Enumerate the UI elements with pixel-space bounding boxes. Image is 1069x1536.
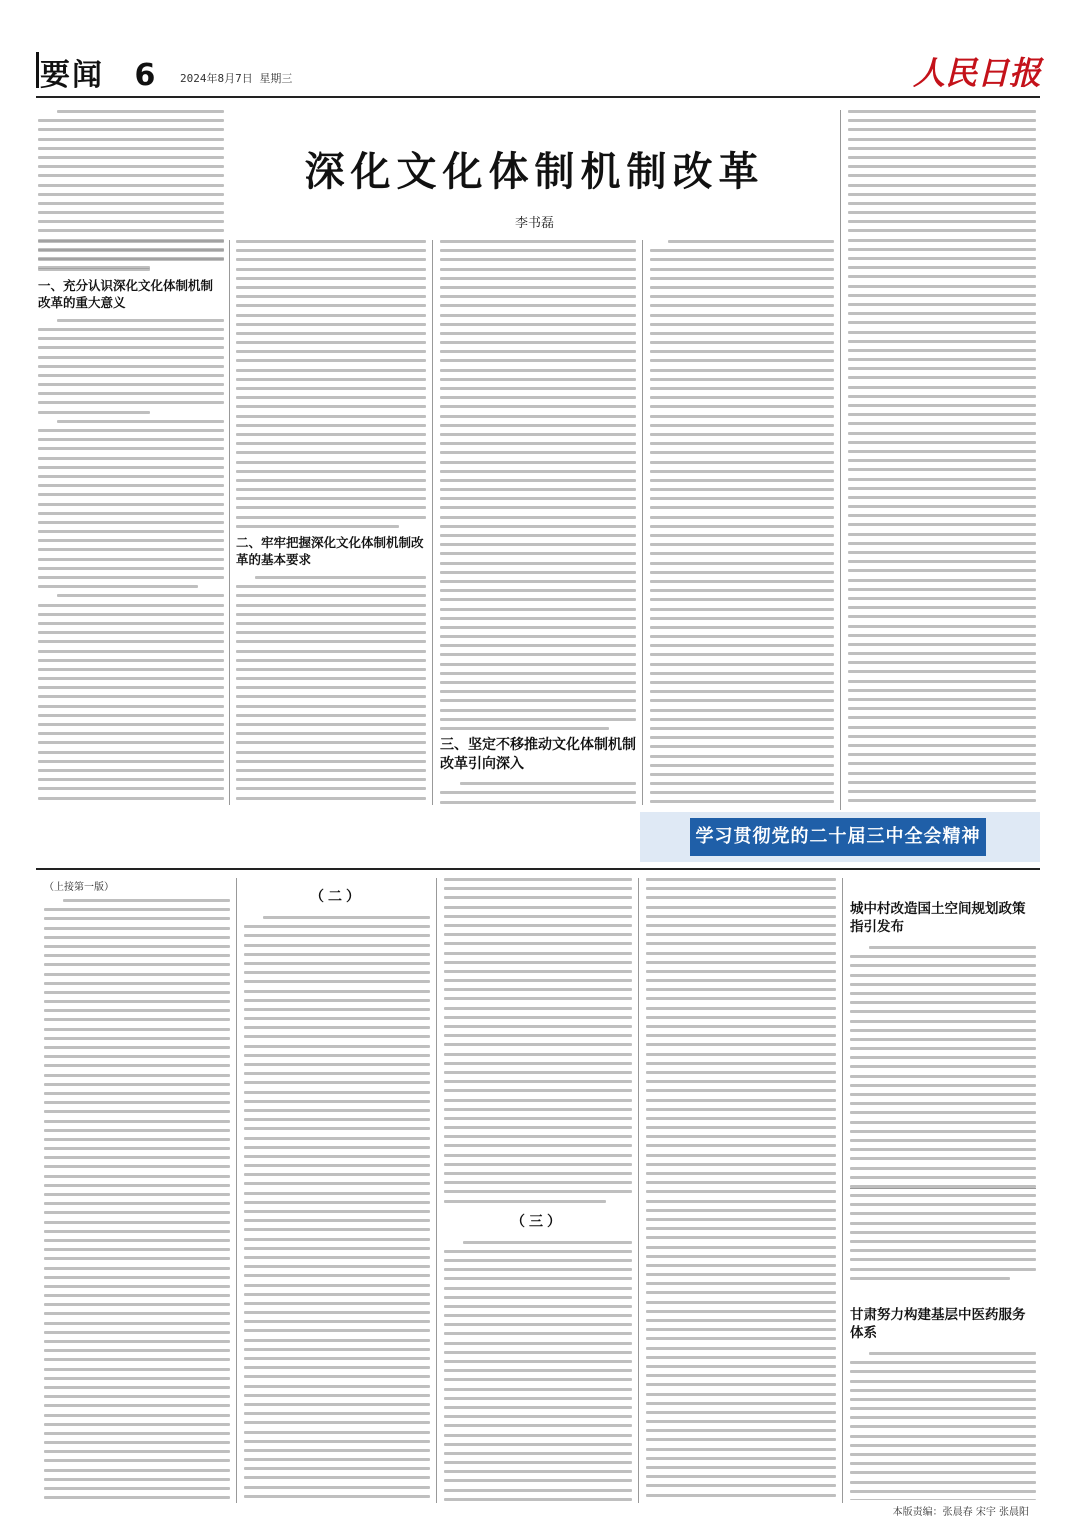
column-divider (840, 110, 841, 810)
column-divider (642, 240, 643, 805)
sidebar-news (850, 890, 1036, 1500)
article-col-2 (236, 240, 426, 805)
article-author: 李书磊 (514, 216, 554, 231)
column-divider (638, 878, 639, 1503)
special-column-banner: 学习贯彻党的二十届三中全会精神 (690, 818, 986, 856)
masthead-bar (36, 52, 39, 88)
page-credit: 本版责编：张晨春 宋宇 张晨阳 (892, 1507, 1029, 1518)
serial-col-3 (444, 878, 632, 1503)
page-number: 6 (134, 58, 158, 93)
article-col-3 (440, 240, 636, 805)
issue-date: 2024年8月7日 星期三 (180, 72, 293, 85)
masthead-section (40, 50, 157, 94)
subhead-2: 二、牢牢把握深化文化体制机制改革的基本要求 (236, 535, 424, 567)
subhead-3: 三、坚定不移推动文化体制机制改革引向深入 (440, 737, 636, 773)
article-col-5 (848, 110, 1036, 805)
column-divider (236, 878, 237, 1503)
subhead-1: 一、充分认识深化文化体制机制改革的重大意义 (38, 277, 214, 310)
section-rule (36, 868, 1040, 870)
serial-part-2-heading: （二） (310, 889, 364, 905)
sidebar-divider (850, 1188, 1036, 1189)
sidebar-story-1-headline: 城中村改造国土空间规划政策指引发布 (850, 901, 1026, 935)
section-title: 要闻 (40, 58, 104, 93)
article-headline: 深化文化体制机制改革 (304, 148, 765, 195)
column-divider (432, 240, 433, 805)
serial-col-1 (44, 878, 230, 1503)
serial-part-3-heading: （三） (511, 1213, 565, 1230)
masthead-rule (36, 96, 1040, 98)
article-col-1 (38, 240, 224, 805)
column-divider (229, 240, 230, 805)
column-divider (842, 878, 843, 1503)
article-col-4 (650, 240, 834, 805)
continued-label: （上接第一版） (44, 882, 114, 893)
serial-col-4 (646, 878, 836, 1503)
sidebar-story-2-headline: 甘肃努力构建基层中医药服务体系 (850, 1306, 1026, 1341)
column-divider (436, 878, 437, 1503)
serial-col-2 (244, 878, 430, 1503)
newspaper-logo: 人民日报 (912, 54, 1041, 92)
